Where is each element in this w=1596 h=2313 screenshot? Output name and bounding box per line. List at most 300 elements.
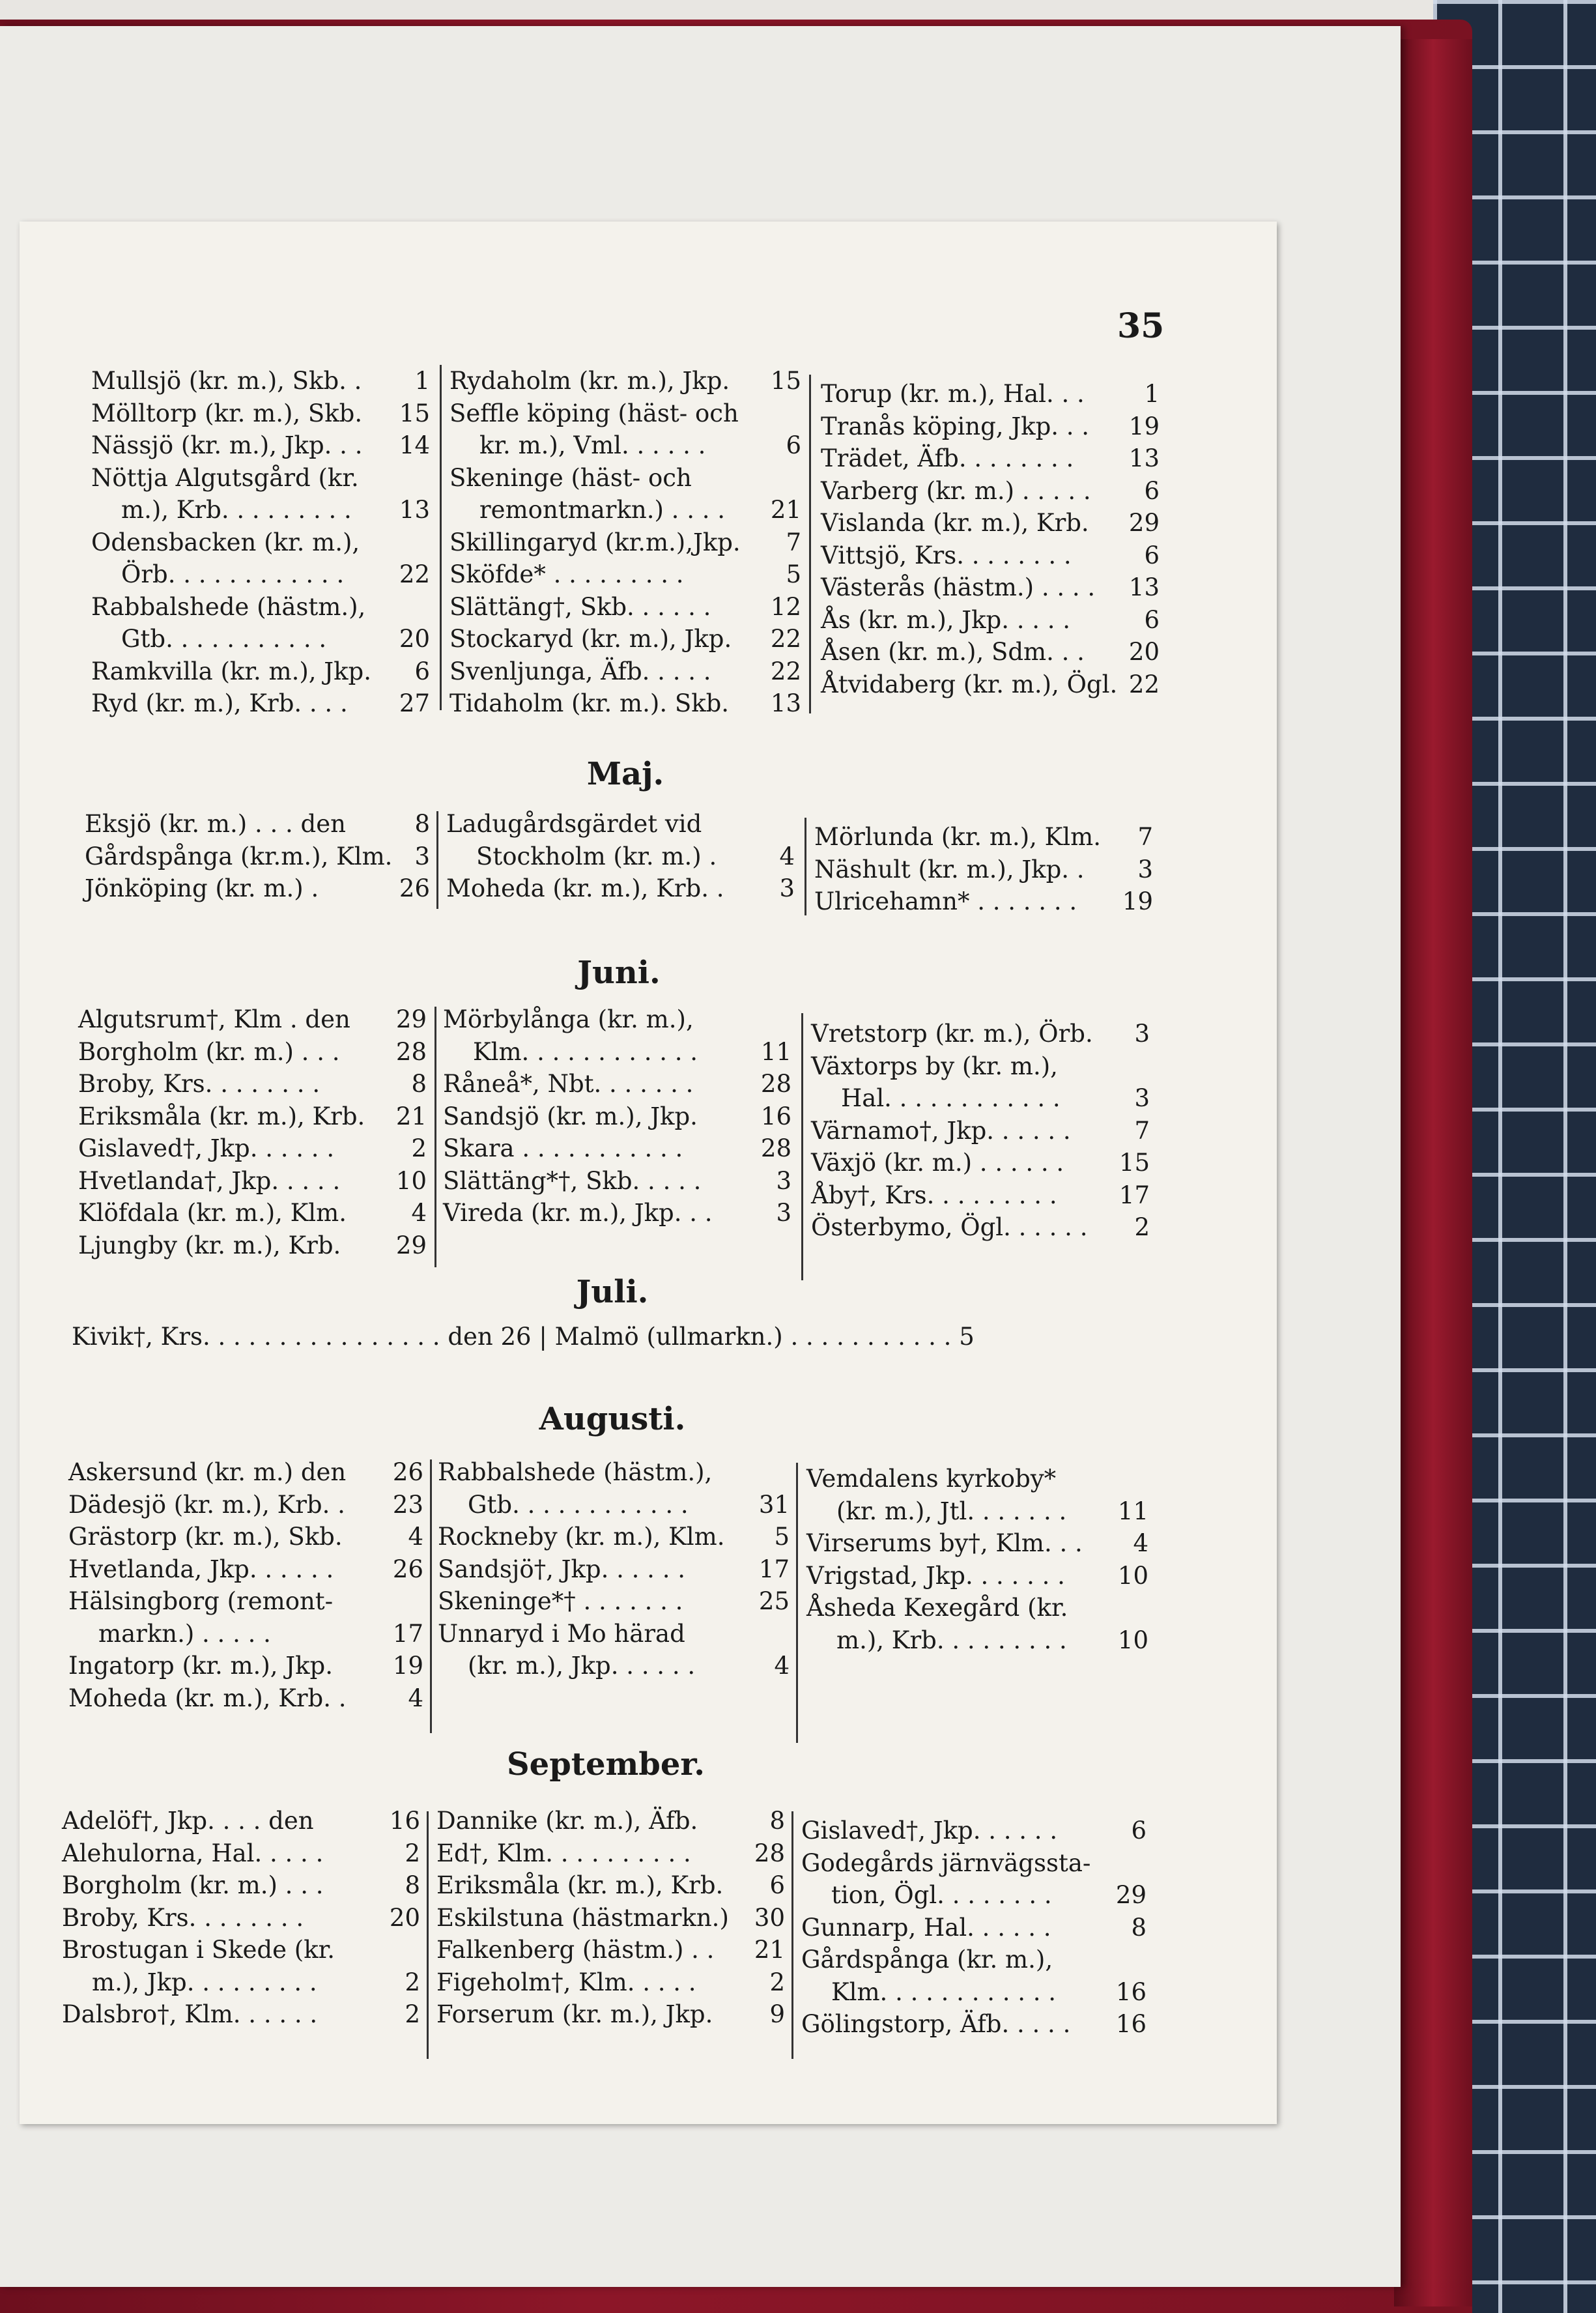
list-item [68, 1682, 423, 1715]
entry-day: 3 [776, 1166, 791, 1195]
list-item [85, 808, 430, 840]
entry-day: 4 [411, 1199, 427, 1227]
entry-place: Nässjö (kr. m.), Jkp. . . [91, 431, 363, 459]
entry-day: 2 [769, 1968, 785, 1996]
entry-day: 4 [408, 1684, 423, 1712]
entry-day: 4 [1133, 1529, 1148, 1557]
entry-day: 17 [1119, 1181, 1150, 1209]
entry-place: Grästorp (kr. m.), Skb. [68, 1523, 343, 1551]
entry-place: Moheda (kr. m.), Krb. . [68, 1684, 347, 1712]
entry-place: Vireda (kr. m.), Jkp. . . [443, 1199, 713, 1227]
entry-place: Värnamo†, Jkp. . . . . . [811, 1116, 1071, 1145]
list-item [436, 1902, 785, 1934]
entry-day: 3 [1134, 1020, 1150, 1048]
list-item [438, 1553, 790, 1586]
heading-september: September. [507, 1746, 705, 1783]
entry-place: Hvetlanda, Jkp. . . . . . [68, 1555, 334, 1583]
entry-place: Svenljunga, Äfb. . . . . [449, 657, 711, 685]
entry-day: 4 [408, 1523, 423, 1551]
entry-day: 2 [405, 1839, 420, 1867]
list-item [806, 1624, 1148, 1657]
top-col-1 [91, 365, 430, 720]
entry-place: Hal. . . . . . . . . . . . [841, 1084, 1061, 1112]
list-item [438, 1521, 790, 1553]
september-col-2 [436, 1805, 785, 2031]
entry-place: Gislaved†, Jkp. . . . . . [78, 1134, 335, 1162]
entry-day: 7 [1137, 823, 1153, 851]
entry-day: 4 [779, 842, 795, 870]
entry-place: Askersund (kr. m.) den [68, 1458, 347, 1486]
list-item [62, 1837, 420, 1870]
entry-day: 30 [754, 1903, 785, 1932]
list-item [821, 475, 1160, 508]
list-item [91, 623, 430, 655]
entry-place: Eksjö (kr. m.) . . . den [85, 810, 346, 838]
list-item [811, 1179, 1150, 1212]
list-item [91, 494, 430, 526]
entry-day: 6 [1144, 605, 1160, 634]
entry-place: Klöfdala (kr. m.), Klm. [78, 1199, 347, 1227]
entry-place: Vemdalens kyrkoby* [806, 1465, 1057, 1493]
entry-place: Mölltorp (kr. m.), Skb. [91, 399, 363, 427]
entry-day: 31 [758, 1490, 790, 1519]
entry-place: Unnaryd i Mo härad [438, 1619, 685, 1648]
augusti-col-3 [806, 1463, 1148, 1656]
entry-place: Rydaholm (kr. m.), Jkp. [449, 367, 730, 395]
list-item [68, 1650, 423, 1682]
entry-place: Gislaved†, Jkp. . . . . . [801, 1817, 1058, 1845]
entry-day: 20 [399, 625, 430, 653]
list-item [91, 558, 430, 591]
entry-place: Stockholm (kr. m.) . [476, 842, 717, 870]
entry-day: 19 [392, 1652, 423, 1680]
list-item [806, 1527, 1148, 1560]
entry-day: 15 [1119, 1149, 1150, 1177]
list-item [438, 1618, 790, 1650]
maj-col-3 [814, 821, 1153, 918]
list-item [85, 840, 430, 873]
list-item [811, 1082, 1150, 1115]
entry-place: kr. m.), Vml. . . . . . [479, 431, 706, 459]
entry-place: Vrigstad, Jkp. . . . . . . [806, 1561, 1065, 1590]
entry-place: Vittsjö, Krs. . . . . . . . [821, 541, 1072, 569]
entry-day: 6 [1144, 476, 1160, 505]
entry-place: Vretstorp (kr. m.), Örb. [811, 1020, 1093, 1048]
entry-place: Broby, Krs. . . . . . . . [78, 1070, 321, 1098]
entry-day: 21 [770, 496, 801, 524]
entry-place: Ramkvilla (kr. m.), Jkp. [91, 657, 371, 685]
entry-place: markn.) . . . . . [98, 1619, 271, 1648]
list-item [821, 507, 1160, 539]
entry-place: m.), Jkp. . . . . . . . . [92, 1968, 317, 1996]
list-item [449, 494, 801, 526]
entry-place: (kr. m.), Jtl. . . . . . . [836, 1497, 1067, 1525]
list-item [438, 1456, 790, 1489]
entry-day: 28 [760, 1134, 791, 1162]
entry-day: 5 [786, 560, 801, 588]
list-item [449, 526, 801, 559]
heading-maj: Maj. [586, 756, 664, 792]
entry-day: 29 [395, 1231, 427, 1259]
list-item [443, 1132, 791, 1165]
entry-place: Figeholm†, Klm. . . . . [436, 1968, 696, 1996]
entry-place: Växjö (kr. m.) . . . . . . [811, 1149, 1064, 1177]
list-item [446, 808, 795, 840]
list-item [821, 410, 1160, 443]
entry-place: Torup (kr. m.), Hal. . . [821, 380, 1085, 408]
heading-augusti: Augusti. [539, 1401, 686, 1437]
list-item [814, 821, 1153, 854]
column-divider [809, 375, 811, 713]
list-item [85, 872, 430, 905]
entry-day: 8 [411, 1070, 427, 1098]
entry-day: 10 [1117, 1561, 1148, 1590]
list-item [801, 1944, 1147, 1976]
list-item [814, 854, 1153, 886]
entry-day: 12 [770, 592, 801, 621]
entry-place: Moheda (kr. m.), Krb. . [446, 874, 724, 902]
entry-day: 11 [760, 1037, 791, 1066]
column-divider [427, 1811, 429, 2059]
column-divider [805, 818, 806, 915]
entry-day: 29 [395, 1005, 427, 1033]
augusti-col-2 [438, 1456, 790, 1682]
entry-day: 26 [399, 874, 430, 902]
list-item [436, 1998, 785, 2031]
entry-day: 26 [392, 1458, 423, 1486]
entry-day: 29 [1115, 1881, 1147, 1909]
list-item [78, 1132, 427, 1165]
entry-place: Slättäng†, Skb. . . . . . [449, 592, 711, 621]
entry-place: tion, Ögl. . . . . . . . [831, 1881, 1052, 1909]
column-divider [440, 365, 442, 710]
list-item [62, 1998, 420, 2031]
list-item [821, 668, 1160, 701]
entry-place: Eriksmåla (kr. m.), Krb. [78, 1102, 365, 1130]
list-item [449, 623, 801, 655]
entry-place: Gtb. . . . . . . . . . . [121, 625, 327, 653]
entry-day: 6 [786, 431, 801, 459]
heading-juli: Juli. [576, 1274, 649, 1310]
list-item [443, 1197, 791, 1229]
entry-day: 20 [389, 1903, 420, 1932]
entry-place: Jönköping (kr. m.) . [85, 874, 319, 902]
entry-place: Ladugårdsgärdet vid [446, 810, 702, 838]
maj-col-1 [85, 808, 430, 905]
entry-place: Klm. . . . . . . . . . . . [831, 1977, 1057, 2006]
juni-col-1 [78, 1003, 427, 1261]
entry-day: 22 [1128, 670, 1160, 698]
entry-place: (kr. m.), Jkp. . . . . . [468, 1652, 696, 1680]
list-item [91, 462, 430, 495]
entry-place: Åby†, Krs. . . . . . . . . [811, 1181, 1057, 1209]
list-item [443, 1068, 791, 1100]
entry-day: 21 [754, 1936, 785, 1964]
list-item [62, 1934, 420, 1966]
entry-place: Alehulorna, Hal. . . . . [62, 1839, 324, 1867]
entry-day: 29 [1128, 509, 1160, 537]
september-col-1 [62, 1805, 420, 2031]
maj-col-2 [446, 808, 795, 905]
entry-day: 6 [769, 1871, 785, 1899]
list-item [811, 1050, 1150, 1083]
entry-place: Seffle köping (häst- och [449, 399, 739, 427]
list-item [91, 655, 430, 688]
entry-day: 8 [414, 810, 430, 838]
entry-day: 22 [770, 657, 801, 685]
entry-place: Algutsrum†, Klm . den [78, 1005, 350, 1033]
list-item [78, 1165, 427, 1198]
entry-day: 5 [774, 1523, 790, 1551]
entry-day: 11 [1117, 1497, 1148, 1525]
entry-place: Gårdspånga (kr. m.), [801, 1946, 1053, 1974]
entry-day: 2 [1134, 1213, 1150, 1241]
list-item [806, 1495, 1148, 1528]
list-item [446, 872, 795, 905]
entry-place: Näshult (kr. m.), Jkp. . [814, 855, 1085, 884]
list-item [801, 2008, 1147, 2041]
entry-place: Godegårds järnvägssta- [801, 1848, 1091, 1877]
entry-place: Broby, Krs. . . . . . . . [62, 1903, 304, 1932]
entry-place: Borgholm (kr. m.) . . . [62, 1871, 324, 1899]
list-item [62, 1869, 420, 1902]
list-item [436, 1805, 785, 1837]
juni-col-3 [811, 1018, 1150, 1244]
entry-day: 21 [395, 1102, 427, 1130]
entry-place: Hälsingborg (remont- [68, 1587, 334, 1615]
column-divider [430, 1459, 432, 1733]
entry-day: 2 [405, 2000, 420, 2028]
entry-place: Västerås (hästm.) . . . . [821, 573, 1096, 601]
list-item [78, 1036, 427, 1069]
entry-day: 13 [770, 689, 801, 717]
entry-place: m.), Krb. . . . . . . . . [836, 1626, 1067, 1654]
entry-day: 16 [1115, 2010, 1147, 2038]
entry-place: Slättäng*†, Skb. . . . . [443, 1166, 702, 1195]
entry-day: 17 [392, 1619, 423, 1648]
list-item [449, 397, 801, 430]
entry-place: Råneå*, Nbt. . . . . . . [443, 1070, 694, 1098]
list-item [62, 1805, 420, 1837]
entry-place: Dädesjö (kr. m.), Krb. . [68, 1490, 345, 1519]
entry-place: Eriksmåla (kr. m.), Krb. [436, 1871, 724, 1899]
list-item [68, 1618, 423, 1650]
entry-day: 20 [1128, 638, 1160, 666]
list-item [449, 591, 801, 624]
list-item [91, 365, 430, 397]
entry-day: 1 [414, 367, 430, 395]
entry-day: 22 [399, 560, 430, 588]
entry-day: 9 [769, 2000, 785, 2028]
book-page [20, 222, 1277, 2124]
entry-place: Örb. . . . . . . . . . . . [121, 560, 345, 588]
entry-day: 3 [776, 1199, 791, 1227]
list-item [821, 539, 1160, 572]
entry-day: 8 [1131, 1913, 1147, 1942]
entry-day: 4 [774, 1652, 790, 1680]
list-item [78, 1068, 427, 1100]
list-item [821, 604, 1160, 637]
entry-place: Trädet, Äfb. . . . . . . . [821, 444, 1074, 472]
heading-juni: Juni. [577, 955, 661, 991]
entry-day: 1 [1144, 380, 1160, 408]
entry-place: Sandsjö (kr. m.), Jkp. [443, 1102, 698, 1130]
list-item [806, 1560, 1148, 1592]
entry-place: Ljungby (kr. m.), Krb. [78, 1231, 341, 1259]
list-item [91, 397, 430, 430]
entry-day: 7 [786, 528, 801, 556]
entry-place: Rabbalshede (hästm.), [438, 1458, 713, 1486]
entry-day: 26 [392, 1555, 423, 1583]
list-item [68, 1489, 423, 1521]
list-item [68, 1521, 423, 1553]
list-item [446, 840, 795, 873]
entry-place: Mörbylånga (kr. m.), [443, 1005, 694, 1033]
list-item [68, 1553, 423, 1586]
entry-day: 25 [758, 1587, 790, 1615]
list-item [436, 1869, 785, 1902]
entry-day: 3 [414, 842, 430, 870]
entry-place: Gölingstorp, Äfb. . . . . [801, 2010, 1071, 2038]
entry-day: 2 [411, 1134, 427, 1162]
entry-place: Ed†, Klm. . . . . . . . . . [436, 1839, 691, 1867]
list-item [811, 1211, 1150, 1244]
entry-place: Forserum (kr. m.), Jkp. [436, 2000, 713, 2028]
list-item [443, 1165, 791, 1198]
juni-col-2 [443, 1003, 791, 1229]
entry-day: 15 [399, 399, 430, 427]
entry-day: 28 [395, 1037, 427, 1066]
entry-day: 14 [399, 431, 430, 459]
entry-place: Österbymo, Ögl. . . . . . [811, 1213, 1088, 1241]
top-col-3 [821, 378, 1160, 700]
entry-day: 28 [760, 1070, 791, 1098]
entry-day: 16 [389, 1807, 420, 1835]
entry-place: Växtorps by (kr. m.), [811, 1052, 1058, 1080]
entry-place: Skara . . . . . . . . . . . [443, 1134, 683, 1162]
entry-place: Skeninge*† . . . . . . . [438, 1587, 683, 1615]
list-item [801, 1815, 1147, 1847]
list-item [78, 1003, 427, 1036]
entry-day: 13 [1128, 444, 1160, 472]
list-item [438, 1650, 790, 1682]
entry-place: Falkenberg (hästm.) . . [436, 1936, 715, 1964]
list-item [91, 591, 430, 624]
entry-place: Tidaholm (kr. m.). Skb. [449, 689, 730, 717]
entry-place: Åsheda Kexegård (kr. [806, 1594, 1068, 1622]
list-item [438, 1489, 790, 1521]
entry-day: 2 [405, 1968, 420, 1996]
entry-day: 3 [779, 874, 795, 902]
entry-place: m.), Krb. . . . . . . . . [121, 496, 352, 524]
entry-place: Tranås köping, Jkp. . . [821, 412, 1090, 440]
entry-day: 8 [769, 1807, 785, 1835]
list-item [806, 1592, 1148, 1624]
entry-place: remontmarkn.) . . . . [479, 496, 726, 524]
list-item [449, 655, 801, 688]
entry-place: Varberg (kr. m.) . . . . . [821, 476, 1091, 505]
entry-place: Klm. . . . . . . . . . . . [473, 1037, 698, 1066]
list-item [449, 429, 801, 462]
list-item [821, 378, 1160, 410]
book-spine-edge [1394, 39, 1472, 2306]
list-item [806, 1463, 1148, 1495]
entry-day: 19 [1122, 887, 1153, 915]
entry-day: 16 [760, 1102, 791, 1130]
entry-place: Ås (kr. m.), Jkp. . . . . [821, 605, 1071, 634]
entry-day: 6 [1144, 541, 1160, 569]
entry-day: 27 [399, 689, 430, 717]
entry-place: Rabbalshede (hästm.), [91, 592, 366, 621]
list-item [821, 571, 1160, 604]
list-item [436, 1934, 785, 1966]
entry-place: Rockneby (kr. m.), Klm. [438, 1523, 725, 1551]
list-item [811, 1115, 1150, 1147]
entry-place: Ulricehamn* . . . . . . . [814, 887, 1077, 915]
list-item [449, 558, 801, 591]
list-item [68, 1456, 423, 1489]
entry-place: Hvetlanda†, Jkp. . . . . [78, 1166, 341, 1195]
list-item [801, 1976, 1147, 2009]
list-item [443, 1003, 791, 1036]
entry-day: 10 [1117, 1626, 1148, 1654]
entry-day: 6 [1131, 1817, 1147, 1845]
list-item [811, 1147, 1150, 1179]
list-item [91, 429, 430, 462]
entry-day: 10 [395, 1166, 427, 1195]
list-item [443, 1100, 791, 1133]
entry-place: Gtb. . . . . . . . . . . . [468, 1490, 689, 1519]
entry-place: Nöttja Algutsgård (kr. [91, 463, 359, 492]
entry-day: 6 [414, 657, 430, 685]
column-divider [791, 1811, 793, 2059]
column-divider [796, 1463, 798, 1743]
list-item [78, 1229, 427, 1262]
entry-day: 13 [1128, 573, 1160, 601]
augusti-col-1 [68, 1456, 423, 1714]
list-item [801, 1847, 1147, 1880]
list-item [91, 526, 430, 559]
list-item [438, 1585, 790, 1618]
list-item [801, 1879, 1147, 1912]
list-item [449, 462, 801, 495]
list-item [78, 1100, 427, 1133]
entry-place: Skeninge (häst- och [449, 463, 692, 492]
column-divider [435, 1007, 436, 1267]
list-item [62, 1966, 420, 1999]
entry-place: Skillingaryd (kr.m.),Jkp. [449, 528, 741, 556]
list-item [436, 1837, 785, 1870]
page-number: 35 [1117, 306, 1165, 346]
entry-day: 23 [392, 1490, 423, 1519]
entry-place: Stockaryd (kr. m.), Jkp. [449, 625, 732, 653]
entry-day: 17 [758, 1555, 790, 1583]
entry-place: Ryd (kr. m.), Krb. . . . [91, 689, 348, 717]
list-item [811, 1018, 1150, 1050]
entry-day: 15 [770, 367, 801, 395]
entry-place: Borgholm (kr. m.) . . . [78, 1037, 340, 1066]
list-item [814, 885, 1153, 918]
entry-day: 7 [1134, 1116, 1150, 1145]
entry-place: Sandsjö†, Jkp. . . . . . [438, 1555, 685, 1583]
entry-place: Ingatorp (kr. m.), Jkp. [68, 1652, 333, 1680]
entry-place: Adelöf†, Jkp. . . . den [62, 1807, 314, 1835]
entry-day: 3 [1137, 855, 1153, 884]
list-item [91, 687, 430, 720]
entry-place: Mörlunda (kr. m.), Klm. [814, 823, 1101, 851]
entry-place: Mullsjö (kr. m.), Skb. . [91, 367, 362, 395]
list-item [443, 1036, 791, 1069]
